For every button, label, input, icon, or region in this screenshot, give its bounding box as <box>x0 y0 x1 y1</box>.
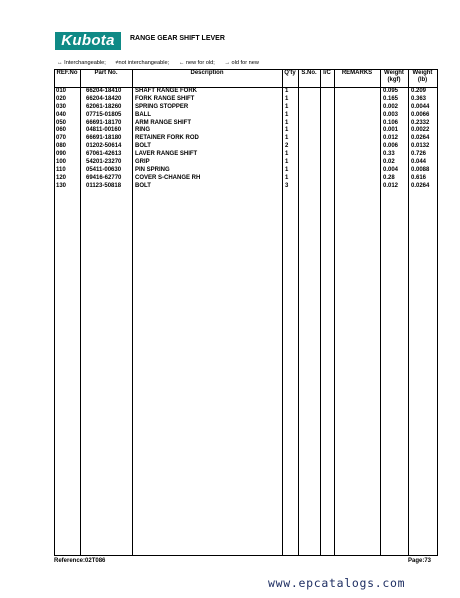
cell-lb: 0.363 <box>411 95 427 102</box>
legend-old-for-new: → old for new <box>224 60 259 66</box>
cell-ref: 020 <box>56 95 67 102</box>
table-row <box>54 159 438 167</box>
cell-ref: 070 <box>56 135 67 142</box>
cell-kgf: 0.28 <box>383 174 395 181</box>
table-row <box>54 183 438 191</box>
cell-kgf: 0.33 <box>383 151 395 158</box>
cell-part: 66691-18170 <box>86 119 122 126</box>
col-header-ic: I/C <box>323 70 331 76</box>
cell-desc: BALL <box>135 111 151 118</box>
cell-part: 67061-42613 <box>86 151 122 158</box>
cell-desc: SHAFT RANGE FORK <box>135 88 197 94</box>
table-row <box>54 120 438 128</box>
col-header-weight-lb: Weight (lb) <box>412 70 433 83</box>
cell-desc: SPRING STOPPER <box>135 103 189 110</box>
table-row <box>54 112 438 120</box>
kubota-logo: Kubota <box>55 32 121 50</box>
table-row <box>54 175 438 183</box>
cell-kgf: 0.002 <box>383 103 399 110</box>
cell-ref: 040 <box>56 111 67 118</box>
cell-part: 66204-18420 <box>86 95 122 102</box>
cell-ref: 050 <box>56 119 67 126</box>
table-row <box>54 104 438 112</box>
cell-ref: 120 <box>56 174 67 181</box>
cell-qty: 3 <box>285 182 289 189</box>
cell-qty: 1 <box>285 95 289 102</box>
col-header-sno: S.No. <box>301 70 317 76</box>
cell-part: 05411-00630 <box>86 166 122 173</box>
table-row <box>54 143 438 151</box>
cell-part: 04811-00160 <box>86 127 122 134</box>
cell-kgf: 0.095 <box>383 88 399 94</box>
legend-new-for-old: ← new for old; <box>178 60 215 66</box>
cell-part: 54201-23270 <box>86 159 122 166</box>
page-title: RANGE GEAR SHIFT LEVER <box>130 35 225 42</box>
cell-kgf: 0.165 <box>383 95 399 102</box>
col-header-qty: Q'ty <box>284 70 296 76</box>
cell-lb: 0.0066 <box>411 111 430 118</box>
cell-part: 66691-18180 <box>86 135 122 142</box>
cell-lb: 0.209 <box>411 88 427 94</box>
cell-kgf: 0.012 <box>383 182 399 189</box>
cell-qty: 1 <box>285 159 289 166</box>
cell-ref: 030 <box>56 103 67 110</box>
cell-desc: LAVER RANGE SHIFT <box>135 151 198 158</box>
cell-part: 01123-50818 <box>86 182 122 189</box>
legend <box>57 60 267 66</box>
col-header-part: Part No. <box>94 70 118 76</box>
cell-qty: 1 <box>285 166 289 173</box>
cell-ref: 010 <box>56 88 67 94</box>
cell-lb: 0.726 <box>411 151 427 158</box>
cell-lb: 0.044 <box>411 159 427 166</box>
col-header-remarks: REMARKS <box>341 70 373 76</box>
cell-qty: 1 <box>285 111 289 118</box>
cell-qty: 1 <box>285 88 289 94</box>
cell-part: 66204-18410 <box>86 88 122 94</box>
cell-kgf: 0.012 <box>383 135 399 142</box>
cell-part: 07715-01805 <box>86 111 122 118</box>
col-header-description: Description <box>190 70 224 76</box>
cell-part: 01202-50614 <box>86 143 122 150</box>
cell-desc: BOLT <box>135 182 151 189</box>
cell-part: 62061-18260 <box>86 103 122 110</box>
cell-qty: 2 <box>285 143 289 150</box>
cell-kgf: 0.006 <box>383 143 399 150</box>
reference-number: Reference:02T086 <box>54 558 106 564</box>
cell-desc: ARM RANGE SHIFT <box>135 119 191 126</box>
cell-desc: FORK RANGE SHIFT <box>135 95 195 102</box>
cell-ref: 110 <box>56 166 66 173</box>
table-row <box>54 167 438 175</box>
cell-lb: 0.2332 <box>411 119 430 126</box>
table-row <box>54 135 438 143</box>
table-row <box>54 127 438 135</box>
cell-kgf: 0.02 <box>383 159 395 166</box>
cell-lb: 0.0022 <box>411 127 430 134</box>
col-header-weight-kgf: Weight (kgf) <box>384 70 404 83</box>
table-row <box>54 151 438 159</box>
cell-desc: RING <box>135 127 150 134</box>
cell-lb: 0.0264 <box>411 182 430 189</box>
cell-qty: 1 <box>285 127 289 134</box>
cell-qty: 1 <box>285 174 289 181</box>
watermark: www.epcatalogs.com <box>268 576 406 590</box>
cell-desc: RETAINER FORK ROD <box>135 135 199 142</box>
cell-desc: GRIP <box>135 159 150 166</box>
col-header-ref: REF.No <box>56 70 78 76</box>
cell-kgf: 0.106 <box>383 119 399 126</box>
cell-lb: 0.616 <box>411 174 427 181</box>
cell-kgf: 0.003 <box>383 111 399 118</box>
cell-ref: 090 <box>56 151 67 158</box>
cell-ref: 130 <box>56 182 67 189</box>
table-body <box>54 88 438 191</box>
cell-qty: 1 <box>285 103 289 110</box>
cell-desc: COVER S-CHANGE RH <box>135 174 201 181</box>
cell-desc: PIN SPRING <box>135 166 170 173</box>
parts-table <box>54 69 438 556</box>
cell-lb: 0.0264 <box>411 135 430 142</box>
cell-ref: 060 <box>56 127 67 134</box>
table-row <box>54 88 438 96</box>
table-row <box>54 96 438 104</box>
legend-not-interchangeable: ≠not interchangeable; <box>115 60 170 66</box>
cell-lb: 0.0132 <box>411 143 430 150</box>
page-number: Page:73 <box>408 558 432 564</box>
cell-kgf: 0.004 <box>383 166 399 173</box>
cell-desc: BOLT <box>135 143 151 150</box>
cell-lb: 0.0044 <box>411 103 430 110</box>
cell-part: 69416-62770 <box>86 174 122 181</box>
legend-interchangeable: ↔ Interchangeable; <box>57 60 106 66</box>
cell-qty: 1 <box>285 151 289 158</box>
cell-ref: 080 <box>56 143 67 150</box>
cell-qty: 1 <box>285 119 289 126</box>
cell-ref: 100 <box>56 159 67 166</box>
cell-kgf: 0.001 <box>383 127 399 134</box>
cell-lb: 0.0088 <box>411 166 430 173</box>
cell-qty: 1 <box>285 135 289 142</box>
